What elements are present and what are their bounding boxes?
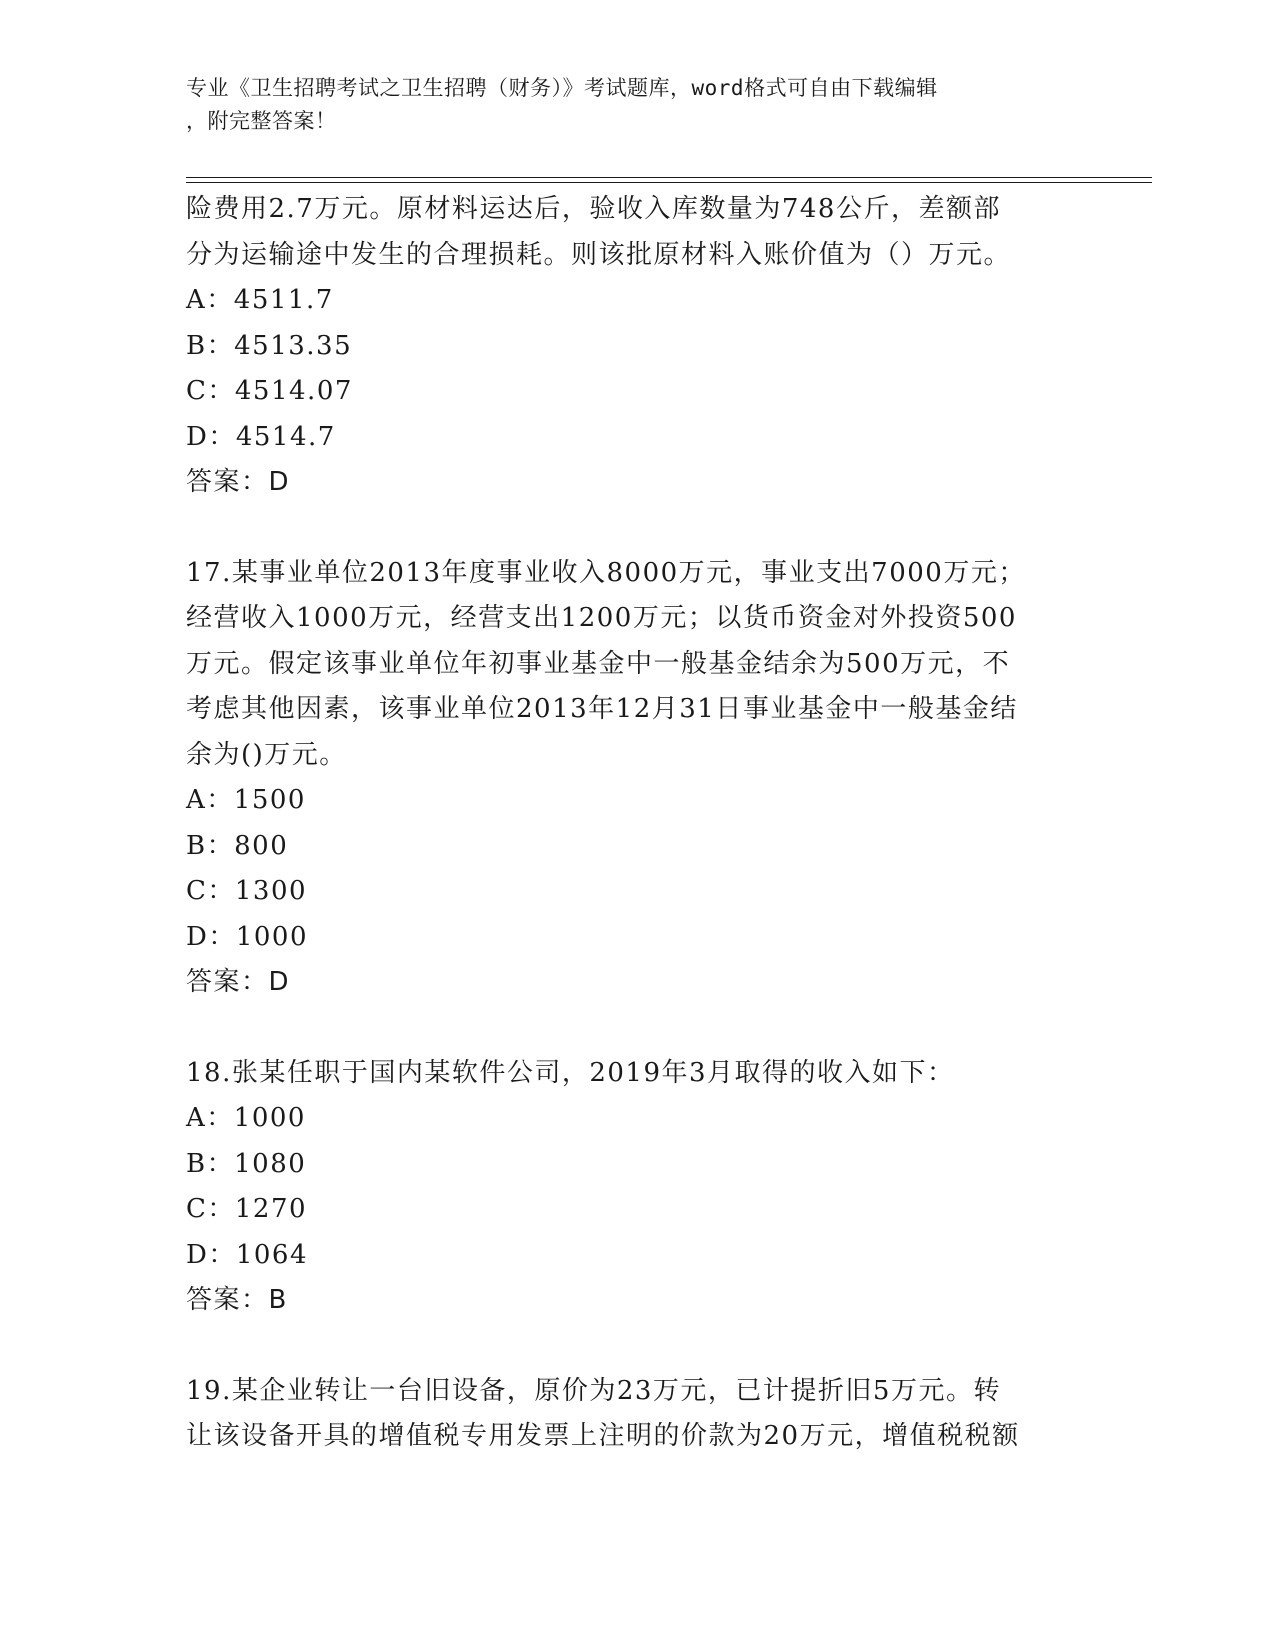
question-16-continued [186,187,1086,506]
option-d: D：1064 [186,1239,309,1270]
option-b: B：4513.35 [186,330,353,361]
answer: 答案：D [186,467,291,497]
option-a: A：1500 [186,785,306,815]
answer: 答案：B [186,1285,288,1315]
header-line-1: 专业《卫生招聘考试之卫生招聘（财务）》考试题库，word格式可自由下载编辑 [186,76,938,100]
option-b: B：800 [186,830,289,861]
question-text-line: 万元。假定该事业单位年初事业基金中一般基金结余为500万元，不 [186,648,1011,679]
question-text-line: 让该设备开具的增值税专用发票上注明的价款为20万元，增值税税额 [186,1421,1020,1451]
header-line-2: ，附完整答案！ [186,109,337,133]
option-c: C：4514.07 [186,376,353,406]
question-text-line: 18.张某任职于国内某软件公司，2019年3月取得的收入如下： [186,1057,955,1088]
question-19 [186,1369,1086,1460]
question-text-line: 险费用2.7万元。原材料运达后，验收入库数量为748公斤，差额部 [186,194,1001,224]
header-divider-top [186,177,1152,178]
question-text-line: 17.某事业单位2013年度事业收入8000万元，事业支出7000万元； [186,557,1026,588]
option-c: C：1300 [186,876,308,906]
question-text-line: 分为运输途中发生的合理损耗。则该批原材料入账价值为（）万元。 [186,239,1012,270]
option-a: A：1000 [186,1103,306,1133]
question-text-line: 余为()万元。 [186,739,347,770]
page-header [186,72,1066,138]
question-18 [186,1051,1086,1324]
question-text-line: 考虑其他因素，该事业单位2013年12月31日事业基金中一般基金结 [186,694,1018,724]
question-17 [186,551,1086,1006]
question-text-line: 19.某企业转让一台旧设备，原价为23万元，已计提折旧5万元。转 [186,1375,1001,1406]
option-a: A：4511.7 [186,285,334,315]
question-text-line: 经营收入1000万元，经营支出1200万元；以货币资金对外投资500 [186,603,1017,633]
answer: 答案：D [186,967,291,997]
option-d: D：4514.7 [186,421,336,452]
option-b: B：1080 [186,1148,307,1179]
question-list [186,187,1086,1460]
option-d: D：1000 [186,921,309,952]
header-divider-bottom [186,182,1152,183]
option-c: C：1270 [186,1194,308,1224]
